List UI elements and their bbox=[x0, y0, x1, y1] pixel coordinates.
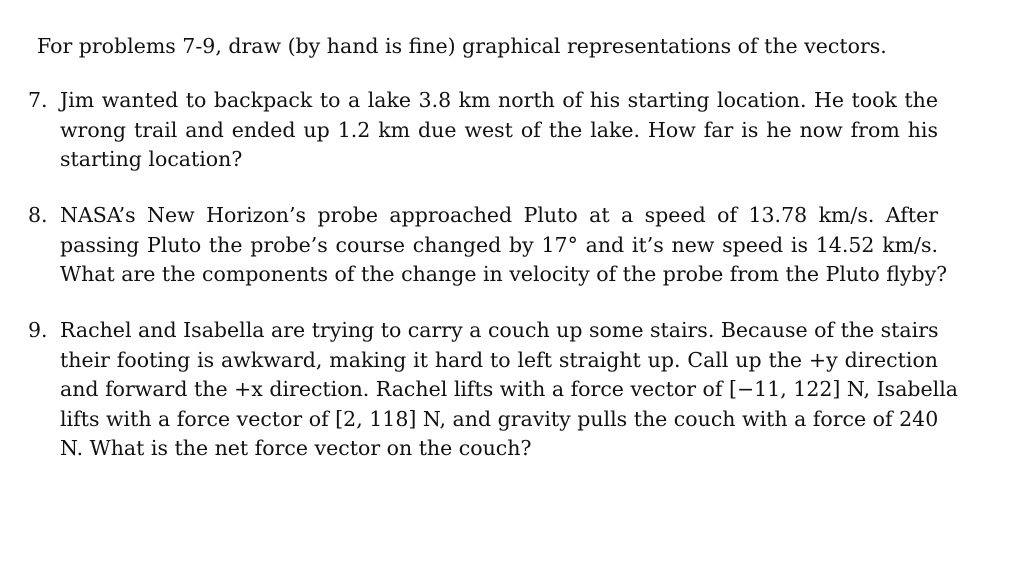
problem-line: What are the components of the change in velocity of the probe from the Pluto flyby? bbox=[60, 262, 948, 286]
problem-text bbox=[60, 201, 948, 290]
problem-line: their footing is awkward, making it hard to left straight up. Call up the +y direction bbox=[60, 347, 938, 372]
problem-8 bbox=[28, 201, 948, 290]
problem-text bbox=[60, 316, 959, 464]
problem-line: lifts with a force vector of [2, 118] N, and gravity pulls the couch with a force of 240 bbox=[60, 406, 939, 431]
problem-number: 7. bbox=[28, 88, 48, 112]
problem-line: and forward the +x direction. Rachel lifts with a force vector of [−11, 122] N, Isabella bbox=[60, 377, 959, 401]
instructions-text: For problems 7-9, draw (by hand is fine) graphical representations of the vectors. bbox=[37, 34, 887, 58]
problem-text bbox=[60, 86, 938, 175]
problem-line: Rachel and Isabella are trying to carry a couch up some stairs. Because of the stairs bbox=[60, 318, 939, 342]
problem-line: N. What is the net force vector on the couch? bbox=[60, 436, 532, 460]
problem-line: wrong trail and ended up 1.2 km due west of the lake. How far is he now from his bbox=[60, 117, 938, 142]
problem-line: starting location? bbox=[60, 147, 243, 171]
problem-line: NASA’s New Horizon’s probe approached Pluto at a speed of 13.78 km/s. After bbox=[60, 203, 938, 227]
problem-9 bbox=[28, 316, 959, 464]
problem-line: passing Pluto the probe’s course changed by 17° and it’s new speed is 14.52 km/s. bbox=[60, 232, 938, 257]
problem-number: 9. bbox=[28, 318, 48, 342]
problem-7 bbox=[28, 86, 938, 175]
problem-number: 8. bbox=[28, 203, 48, 227]
problem-line: Jim wanted to backpack to a lake 3.8 km north of his starting location. He took the bbox=[60, 88, 938, 112]
